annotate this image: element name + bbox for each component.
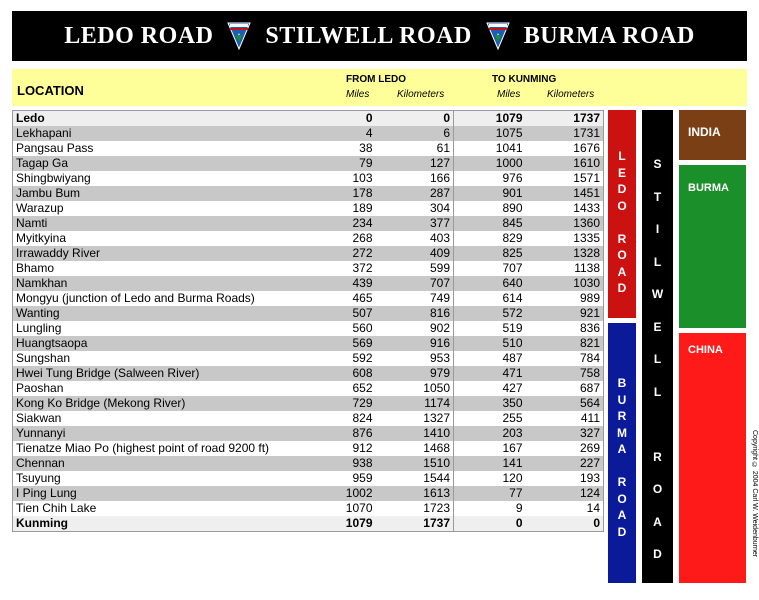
bar-letter: B [617,376,627,390]
from-ledo-miles: 4 [304,126,376,141]
table-row [13,231,604,246]
bar-letter: O [652,482,663,496]
location-name: Jambu Bum [13,186,304,201]
from-ledo-km: 1327 [376,411,454,426]
table-row [13,216,604,231]
location-name: Yunnanyi [13,426,304,441]
table-row [13,501,604,516]
bar-letter: A [617,442,627,456]
to-kunming-miles: 510 [454,336,526,351]
bar-letter: D [617,524,627,539]
from-ledo-km: 166 [376,171,454,186]
location-name: Wanting [13,306,304,321]
to-kunming-km: 921 [526,306,604,321]
to-kunming-km: 1138 [526,261,604,276]
table-row [13,486,604,501]
to-kunming-km: 193 [526,471,604,486]
from-ledo-km: 304 [376,201,454,216]
table-row [13,411,604,426]
to-kunming-miles: 890 [454,201,526,216]
location-name: Hwei Tung Bridge (Salween River) [13,366,304,381]
location-name: Chennan [13,456,304,471]
table-row [13,471,604,486]
table-row [13,456,604,471]
to-kunming-km: 1676 [526,141,604,156]
from-ledo-miles: 959 [304,471,376,486]
cbi-emblem-icon [486,22,510,50]
from-ledo-km: 1410 [376,426,454,441]
to-kunming-miles: 120 [454,471,526,486]
from-ledo-miles: 560 [304,321,376,336]
to-kunming-miles: 825 [454,246,526,261]
to-kunming-miles: 167 [454,441,526,456]
banner-title-burma-road: BURMA ROAD [523,22,695,49]
table-row [13,291,604,306]
bar-letter: D [653,547,662,561]
to-kunming-km: 227 [526,456,604,471]
bar-letter: D [617,281,627,295]
bar-letter: W [651,287,664,301]
from-ledo-miles: 1079 [304,516,376,532]
location-name: Tsuyung [13,471,304,486]
to-kunming-km: 784 [526,351,604,366]
from-ledo-miles: 1002 [304,486,376,501]
to-kunming-km: 564 [526,396,604,411]
bar-letter: T [653,189,662,204]
location-name: Siakwan [13,411,304,426]
from-ledo-miles: 824 [304,411,376,426]
from-ledo-km-header: Kilometers [397,89,445,100]
to-kunming-miles: 572 [454,306,526,321]
to-kunming-miles: 519 [454,321,526,336]
from-ledo-km: 1050 [376,381,454,396]
table-row [13,306,604,321]
to-kunming-km: 1328 [526,246,604,261]
from-ledo-miles: 372 [304,261,376,276]
bar-letter: R [653,449,662,464]
bar-letter: R [617,475,627,489]
table-row [13,366,604,381]
from-ledo-miles: 178 [304,186,376,201]
from-ledo-km: 127 [376,156,454,171]
table-row [13,246,604,261]
location-header: LOCATION [17,83,84,98]
table-row [13,426,604,441]
from-ledo-miles: 268 [304,231,376,246]
from-ledo-km: 287 [376,186,454,201]
location-name: Lekhapani [13,126,304,141]
location-name: Tienatze Miao Po (highest point of road 9200 ft) [13,441,304,456]
from-ledo-miles: 938 [304,456,376,471]
from-ledo-miles: 103 [304,171,376,186]
from-ledo-miles: 592 [304,351,376,366]
from-ledo-miles: 439 [304,276,376,291]
from-ledo-miles: 569 [304,336,376,351]
from-ledo-km: 953 [376,351,454,366]
to-kunming-km: 836 [526,321,604,336]
location-name: Bhamo [13,261,304,276]
table-row [13,381,604,396]
to-kunming-km: 687 [526,381,604,396]
cbi-emblem-icon [227,22,251,50]
to-kunming-km: 411 [526,411,604,426]
table-row [13,261,604,276]
from-ledo-miles: 652 [304,381,376,396]
to-kunming-km: 989 [526,291,604,306]
to-kunming-miles: 255 [454,411,526,426]
location-name: Lungling [13,321,304,336]
location-name: Tagap Ga [13,156,304,171]
from-ledo-km: 409 [376,246,454,261]
from-ledo-km: 1613 [376,486,454,501]
to-kunming-miles: 1000 [454,156,526,171]
stilwell-road-bar [642,110,673,583]
bar-letter: L [653,254,662,269]
location-name: Sungshan [13,351,304,366]
from-ledo-miles: 272 [304,246,376,261]
table-row [13,126,604,141]
country-bar-burma [679,165,746,328]
from-ledo-km: 916 [376,336,454,351]
to-kunming-miles: 427 [454,381,526,396]
location-name: Namkhan [13,276,304,291]
location-name: Namti [13,216,304,231]
to-kunming-miles: 640 [454,276,526,291]
bar-letter: E [653,319,662,334]
from-ledo-km: 1737 [376,516,454,532]
from-ledo-km: 1174 [376,396,454,411]
table-row [13,441,604,456]
bar-letter: A [653,514,662,529]
to-kunming-miles: 976 [454,171,526,186]
location-name: Kong Ko Bridge (Mekong River) [13,396,304,411]
from-ledo-km: 599 [376,261,454,276]
to-kunming-km: 327 [526,426,604,441]
from-ledo-miles: 608 [304,366,376,381]
from-ledo-km: 816 [376,306,454,321]
bar-letter: L [653,352,662,366]
from-ledo-header: FROM LEDO [346,74,406,85]
from-ledo-km: 403 [376,231,454,246]
title-banner [12,11,747,61]
from-ledo-km: 979 [376,366,454,381]
to-kunming-km: 1030 [526,276,604,291]
distance-table [12,110,604,532]
from-ledo-miles: 189 [304,201,376,216]
to-kunming-miles: 1079 [454,111,526,127]
bar-letter: M [617,425,627,440]
from-ledo-miles: 912 [304,441,376,456]
to-kunming-km: 0 [526,516,604,532]
table-row [13,336,604,351]
to-kunming-miles: 845 [454,216,526,231]
from-ledo-km: 1723 [376,501,454,516]
to-kunming-miles: 614 [454,291,526,306]
from-ledo-miles: 729 [304,396,376,411]
bar-letter: O [617,198,627,213]
bar-letter: L [618,149,626,163]
to-kunming-header: TO KUNMING [492,74,557,85]
to-kunming-miles: 9 [454,501,526,516]
to-kunming-miles: 203 [454,426,526,441]
table-row [13,396,604,411]
from-ledo-miles: 0 [304,111,376,127]
location-name: Mongyu (junction of Ledo and Burma Roads) [13,291,304,306]
to-kunming-km: 1451 [526,186,604,201]
to-kunming-km: 1731 [526,126,604,141]
to-kunming-km: 821 [526,336,604,351]
to-kunming-km: 758 [526,366,604,381]
to-kunming-miles: 141 [454,456,526,471]
table-row [13,111,604,127]
to-kunming-km: 124 [526,486,604,501]
location-name: Huangtsaopa [13,336,304,351]
bar-letter: R [617,231,627,246]
table-row [13,171,604,186]
bar-letter: L [653,384,662,399]
from-ledo-miles: 465 [304,291,376,306]
location-name: I Ping Lung [13,486,304,501]
to-kunming-miles: 829 [454,231,526,246]
location-name: Kunming [13,516,304,532]
burma-road-bar [608,323,636,583]
location-name: Tien Chih Lake [13,501,304,516]
location-name: Myitkyina [13,231,304,246]
copyright-notice: Copyright © 2004 Carl W. Weidenburner [751,430,758,558]
to-kunming-miles: 77 [454,486,526,501]
to-kunming-km: 1737 [526,111,604,127]
to-kunming-km: 14 [526,501,604,516]
bar-letter: U [617,392,627,407]
to-kunming-miles: 487 [454,351,526,366]
from-ledo-miles: 79 [304,156,376,171]
to-kunming-miles: 1075 [454,126,526,141]
to-kunming-km: 1433 [526,201,604,216]
bar-letter: O [617,248,627,262]
from-ledo-km: 1468 [376,441,454,456]
from-ledo-miles: 234 [304,216,376,231]
from-ledo-miles-header: Miles [346,89,370,100]
from-ledo-km: 0 [376,111,454,127]
to-kunming-miles: 901 [454,186,526,201]
to-kunming-miles: 471 [454,366,526,381]
bar-letter: R [617,409,627,423]
table-header [12,69,747,106]
table-row [13,351,604,366]
to-kunming-miles: 707 [454,261,526,276]
country-label-china: CHINA [688,344,723,356]
from-ledo-km: 707 [376,276,454,291]
from-ledo-km: 1510 [376,456,454,471]
table-row [13,156,604,171]
banner-title-stilwell-road: STILWELL ROAD [265,22,472,49]
from-ledo-miles: 1070 [304,501,376,516]
from-ledo-km: 1544 [376,471,454,486]
to-kunming-km: 1571 [526,171,604,186]
banner-title-ledo-road: LEDO ROAD [64,22,214,49]
table-row [13,276,604,291]
to-kunming-miles-header: Miles [497,89,521,100]
to-kunming-miles: 350 [454,396,526,411]
location-name: Paoshan [13,381,304,396]
country-label-india: INDIA [688,125,721,139]
bar-letter: A [617,264,627,279]
ledo-road-bar [608,110,636,318]
table-row [13,141,604,156]
bar-letter: S [653,157,662,171]
from-ledo-km: 6 [376,126,454,141]
to-kunming-km-header: Kilometers [547,89,595,100]
table-row [13,516,604,532]
country-label-burma: BURMA [688,182,729,194]
from-ledo-km: 749 [376,291,454,306]
bar-letter: E [617,165,626,180]
location-name: Shingbwiyang [13,171,304,186]
location-name: Irrawaddy River [13,246,304,261]
bar-letter: D [617,182,627,196]
from-ledo-miles: 507 [304,306,376,321]
table-row [13,201,604,216]
to-kunming-miles: 1041 [454,141,526,156]
bar-letter: I [655,222,660,236]
from-ledo-km: 377 [376,216,454,231]
location-name: Warazup [13,201,304,216]
from-ledo-km: 61 [376,141,454,156]
location-name: Ledo [13,111,304,127]
to-kunming-km: 1360 [526,216,604,231]
from-ledo-miles: 38 [304,141,376,156]
table-row [13,321,604,336]
country-bar-china [679,333,746,583]
bar-letter: A [617,508,627,522]
from-ledo-km: 902 [376,321,454,336]
to-kunming-km: 1335 [526,231,604,246]
table-row [13,186,604,201]
to-kunming-km: 269 [526,441,604,456]
location-name: Pangsau Pass [13,141,304,156]
bar-letter: O [617,491,627,506]
from-ledo-miles: 876 [304,426,376,441]
to-kunming-miles: 0 [454,516,526,532]
to-kunming-km: 1610 [526,156,604,171]
country-bar-india [679,110,746,160]
